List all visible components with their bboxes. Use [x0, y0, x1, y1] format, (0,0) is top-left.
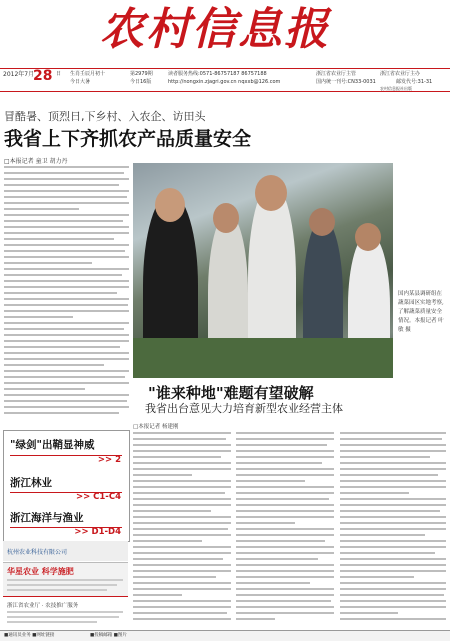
ad-banner-3[interactable] — [3, 596, 128, 631]
index-item-page: >> D1-D4 — [74, 527, 121, 537]
footer-right: ■投稿邮箱 ■图片 — [90, 633, 127, 638]
newspaper-title: 农村信息报 — [100, 4, 330, 55]
second-byline: □本报记者 杨建刚 — [133, 424, 179, 430]
second-body-col2 — [236, 432, 334, 624]
index-item-title[interactable]: "绿剑"出鞘显神威 — [10, 439, 95, 451]
page-count: 今日16版 — [130, 79, 152, 85]
solar-term: 今日大暑 — [70, 79, 91, 85]
second-body-col3 — [340, 432, 446, 624]
lead-byline: □本报记者 童卫 胡力丹 — [4, 158, 68, 165]
issue-weekday: 日 — [56, 71, 62, 77]
ad-1-text: 杭州农业科技有限公司 — [7, 549, 68, 556]
lead-kicker: 冒酷暑、顶烈日,下乡村、入农企、访田头 — [4, 110, 206, 123]
lunar-date: 生肖壬辰月初十 — [70, 71, 106, 77]
publisher-name: 农村信息报社出版 — [380, 86, 412, 91]
info-bar — [0, 68, 450, 92]
issue-number: 第2979期 — [130, 71, 153, 77]
cn-number: 国内统一刊号:CN33-0031 — [316, 79, 376, 85]
lead-headline[interactable]: 我省上下齐抓农产品质量安全 — [4, 128, 252, 150]
website-link[interactable]: http://nongxin.zjagri.gov.cn nqxxb@126.com — [168, 79, 281, 85]
second-deck: 我省出台意见大力培育新型农业经营主体 — [145, 402, 343, 415]
ad-3-text: 浙江省农业厅 · 农技推广服务 — [7, 603, 79, 609]
footer-left: ■通讯员业务 ■网址链接 — [4, 633, 55, 638]
issue-year-month: 2012年7月 — [3, 71, 35, 78]
index-item-page: >> 2 — [97, 455, 121, 465]
index-item-page: >> C1-C4 — [75, 492, 121, 502]
lead-body-text — [4, 166, 129, 418]
lead-photo — [133, 163, 393, 378]
index-item-title[interactable]: 浙江海洋与渔业 — [10, 512, 84, 524]
second-body-col1 — [133, 432, 231, 624]
page-footer — [0, 630, 450, 641]
post-code: 邮发代号:31-31 — [396, 79, 433, 85]
photo-caption: 国内某县调研组在蔬菜园区实地考察,了解蔬菜质量安全情况。本报记者 叶敏 摄 — [398, 291, 444, 333]
masthead — [0, 0, 450, 68]
hotline: 读者服务热线:0571-86757187 86757188 — [168, 71, 267, 77]
index-item-title[interactable]: 浙江林业 — [10, 477, 52, 489]
second-headline[interactable]: "谁来种地"难题有望破解 — [148, 384, 314, 402]
index-box — [3, 430, 130, 542]
publisher-text: 浙江省农业厅主办 — [380, 71, 421, 77]
ad-banner-2[interactable] — [3, 562, 128, 596]
ad-2-text: 华星农业 科学施肥 — [7, 567, 74, 576]
ad-banner-1[interactable] — [3, 541, 128, 561]
sponsor-text: 浙江省农业厅主管 — [316, 71, 357, 77]
issue-day: 28 — [33, 68, 53, 84]
